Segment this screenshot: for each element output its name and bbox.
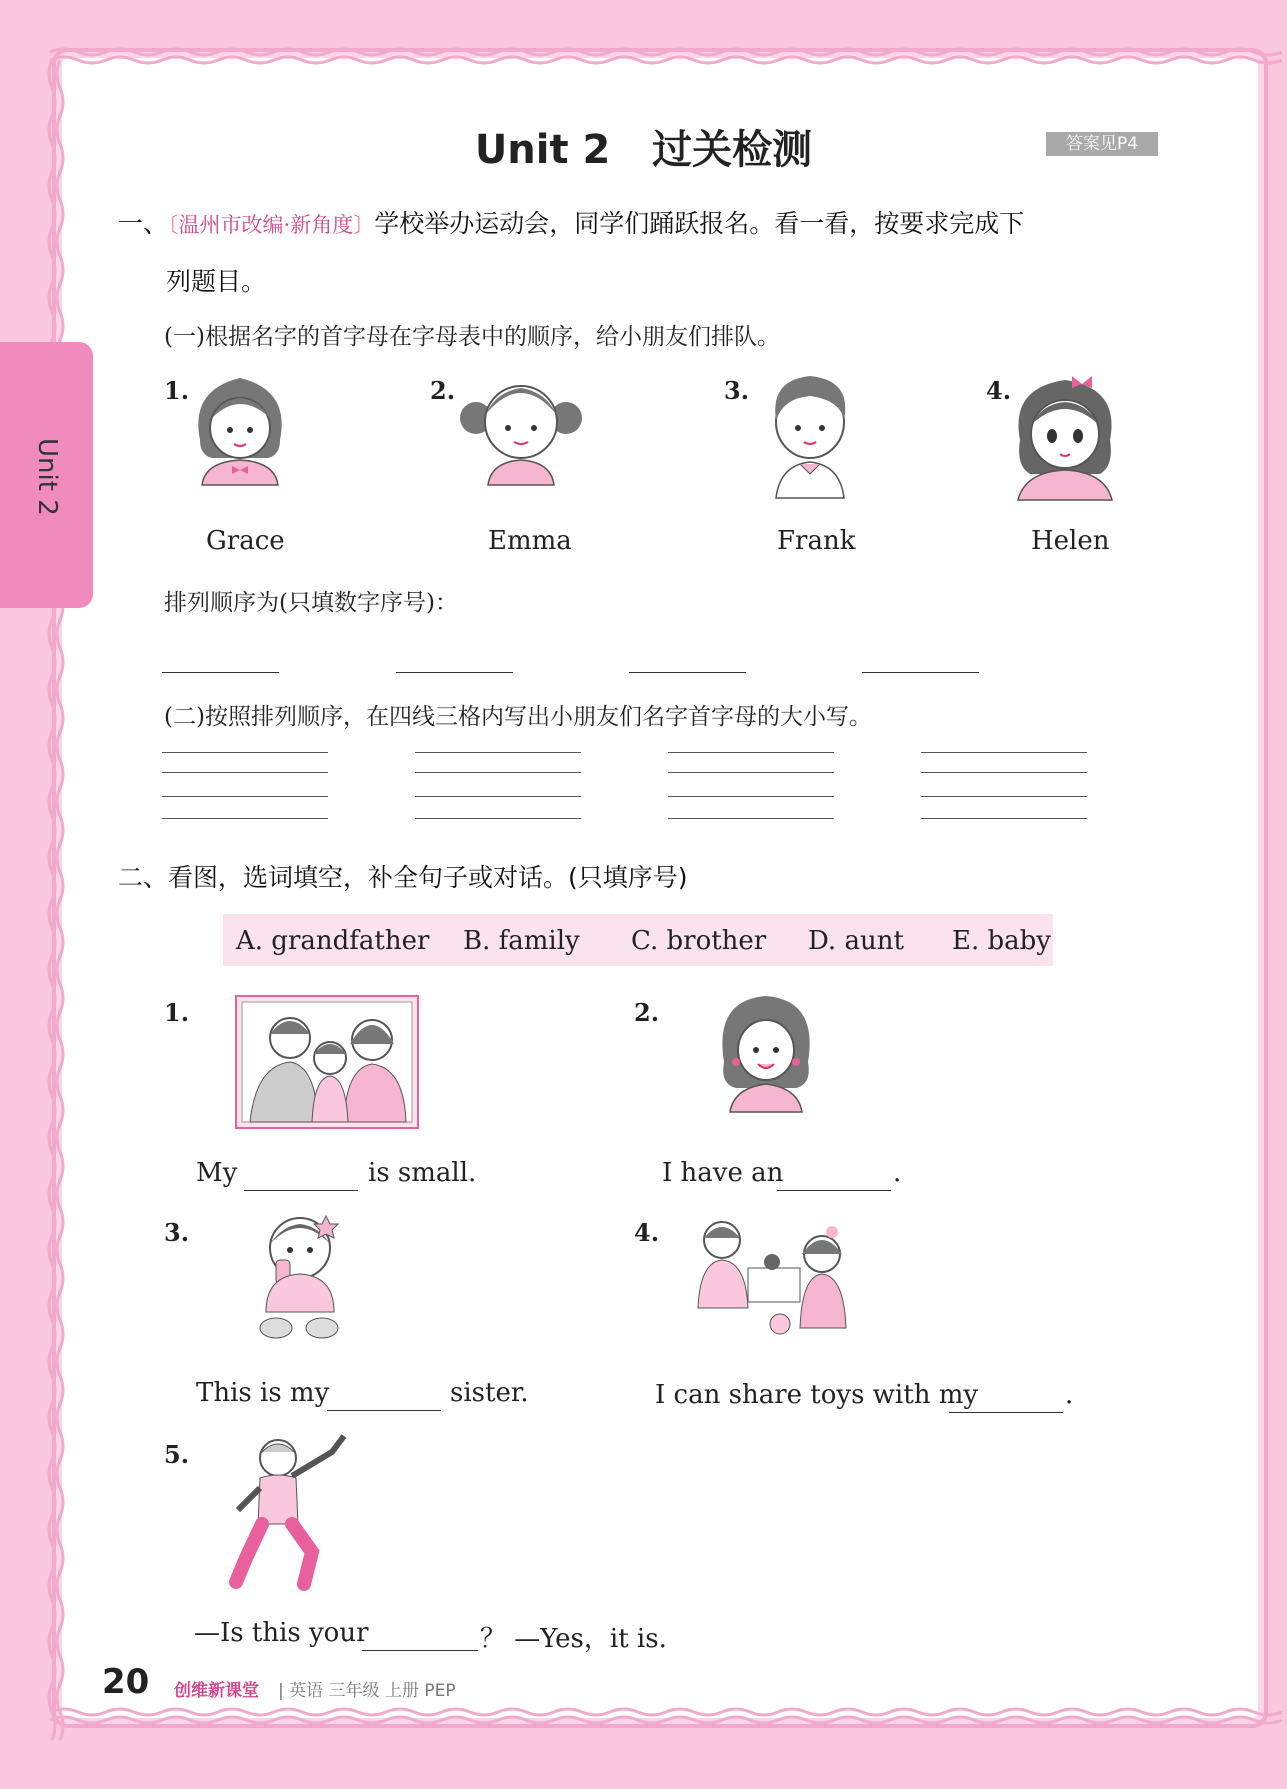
girl-grace-illustration [190,370,290,485]
item-sentence: My [196,1158,238,1188]
answer-blank[interactable] [244,1190,358,1191]
item-sentence: I can share toys with my [655,1380,979,1410]
item-number: 1. [164,998,190,1027]
word-option: A. grandfather [236,926,430,956]
order-blank[interactable] [396,672,513,673]
four-line-writing-grid[interactable] [162,752,328,818]
page-title: Unit 2 过关检测 [474,127,813,173]
wave-border-bottom [50,1706,1270,1728]
unit-side-tab [0,342,93,608]
answer-blank[interactable] [949,1412,1063,1413]
kid-name: Helen [1031,526,1110,556]
part2-instruction: (二)按照排列顺序，在四线三格内写出小朋友们名字首字母的大小写。 [164,704,872,730]
kid-number: 1. [164,376,190,405]
item-sentence-end: is small. [368,1158,477,1188]
family-photo-illustration [236,996,418,1128]
word-option: C. brother [631,926,767,956]
order-label: 排列顺序为(只填数字序号)： [164,590,458,616]
grandfather-taichi-illustration [232,1432,356,1592]
publisher-brand: 创维新课堂 [174,1681,259,1701]
item-sentence-end: . [1065,1380,1074,1410]
four-line-writing-grid[interactable] [921,752,1087,818]
section1-number: 一、 [118,209,169,238]
order-blank[interactable] [162,672,279,673]
kid-name: Emma [488,526,572,556]
item-sentence: This is my [196,1378,330,1408]
section1-text-line2: 列题目。 [166,267,267,296]
word-option: B. family [463,926,580,956]
order-blank[interactable] [862,672,979,673]
kid-name: Frank [777,526,856,556]
baby-illustration [256,1212,342,1342]
answer-blank[interactable] [362,1650,478,1651]
item-number: 2. [634,998,660,1027]
boy-frank-illustration [760,370,860,500]
wave-border-left [46,60,66,1720]
item-number: 4. [634,1218,660,1247]
item-sentence-end: ？ —Yes，it is. [480,1624,667,1654]
unit-tab-label: Unit 2 [32,438,62,516]
part1-instruction: (一)根据名字的首字母在字母表中的顺序，给小朋友们排队。 [164,324,780,350]
item-sentence: I have an [662,1158,784,1188]
book-details: | 英语 三年级 上册 PEP [278,1681,456,1701]
girl-emma-illustration [456,370,586,485]
kid-name: Grace [206,526,285,556]
item-number: 3. [164,1218,190,1247]
siblings-sharing-toys-illustration [692,1218,852,1342]
kid-number: 4. [986,376,1012,405]
kid-number: 3. [724,376,750,405]
answer-blank[interactable] [327,1410,441,1411]
item-number: 5. [164,1440,190,1469]
item-sentence: —Is this your [194,1618,369,1648]
aunt-illustration [716,992,816,1112]
word-option: E. baby [952,926,1051,956]
item-sentence-end: sister. [450,1378,529,1408]
girl-helen-illustration [1010,370,1120,500]
section1-source: 〔温州市改编·新角度〕 [168,213,375,237]
answer-blank[interactable] [777,1190,891,1191]
kid-number: 2. [430,376,456,405]
wave-border-top [50,44,1270,66]
answer-reference-badge: 答案见P4 [1046,132,1158,156]
section2-heading: 二、看图，选词填空，补全句子或对话。(只填序号) [118,863,688,892]
four-line-writing-grid[interactable] [668,752,834,818]
section1-heading [118,204,1024,240]
section1-text-line1: 学校举办运动会，同学们踊跃报名。看一看，按要求完成下 [374,209,1025,238]
four-line-writing-grid[interactable] [415,752,581,818]
word-option: D. aunt [808,926,904,956]
page-number: 20 [102,1662,150,1702]
item-sentence-end: . [893,1158,902,1188]
order-blank[interactable] [629,672,746,673]
